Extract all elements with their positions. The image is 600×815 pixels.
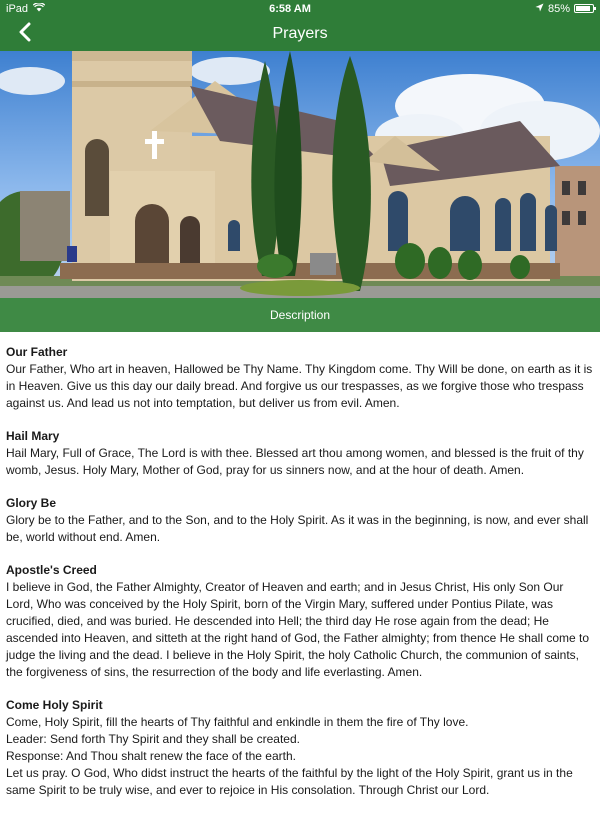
location-arrow-icon <box>535 3 544 15</box>
prayer-title: Our Father <box>6 345 68 359</box>
prayer-line: Leader: Send forth Thy Spirit and they shall be created. <box>6 732 300 746</box>
prayer-section <box>6 428 594 479</box>
prayer-line: Response: And Thou shalt renew the face of the earth. <box>6 749 296 763</box>
prayer-title: Glory Be <box>6 496 57 510</box>
prayer-line: Hail Mary, Full of Grace, The Lord is with thee. Blessed art thou among women, and blessed is the fruit of thy womb, Jesus. Holy Mary, Mother of God, pray for us sinners now, and at the hour of death. Amen. <box>6 446 584 477</box>
prayer-text <box>6 445 594 479</box>
prayer-section <box>6 495 594 546</box>
prayer-text <box>6 714 594 799</box>
prayer-line: Let us pray. O God, Who didst instruct the hearts of the faithful by the light of the Holy Spirit, grant us in the same Spirit to be truly wise, and ever to rejoice in His consolation. Through Christ our Lord. <box>6 766 573 797</box>
prayer-list <box>6 344 594 815</box>
page-title: Prayers <box>272 25 328 42</box>
prayer-text <box>6 361 594 412</box>
prayer-title: Apostle's Creed <box>6 563 97 577</box>
prayer-title: Come Holy Spirit <box>6 698 103 712</box>
prayer-section <box>6 697 594 799</box>
prayer-line: I believe in God, the Father Almighty, Creator of Heaven and earth; and in Jesus Christ, His only Son Our Lord, Who was conceived by the Holy Spirit, born of the Virgin Mary, suffered under Pontius Pilate, was crucified, died, and was buried. He descended into Hell; the third day He rose again from the dead; He ascended into Heaven, and sitteth at the right hand of God, the Father almighty; from thence He shall come to judge the living and the dead. I believe in the Holy Spirit, the holy Catholic Church, the communion of saints, the forgiveness of sins, the resurrection of the body and life everlasting. Amen. <box>6 580 590 679</box>
prayer-section <box>6 344 594 412</box>
description-tab[interactable] <box>0 298 600 332</box>
device-name: iPad <box>6 2 29 15</box>
prayer-title: Hail Mary <box>6 429 60 443</box>
prayer-text <box>6 512 594 546</box>
battery-level <box>576 6 590 11</box>
prayer-section <box>6 562 594 681</box>
battery-percent: 85% <box>547 2 570 15</box>
description-tab-label: Description <box>269 308 331 322</box>
nav-bar <box>0 17 600 51</box>
prayer-line: Glory be to the Father, and to the Son, and to the Holy Spirit. As it was in the beginning, is now, and ever shall be, world without end. Amen. <box>6 513 589 544</box>
chevron-left-icon <box>18 22 32 47</box>
prayer-line: Come, Holy Spirit, fill the hearts of Thy faithful and enkindle in them the fire of Thy love. <box>6 715 469 729</box>
battery-icon <box>574 4 594 13</box>
back-button[interactable] <box>12 21 38 47</box>
wifi-icon <box>33 3 45 15</box>
prayer-text <box>6 579 594 681</box>
status-bar <box>0 0 600 17</box>
prayer-line: Our Father, Who art in heaven, Hallowed be Thy Name. Thy Kingdom come. Thy Will be done, on earth as it is in Heaven. Give us this day our daily bread. And forgive us our trespasses, as we forgive those who trespass against us. And lead us not into temptation, but deliver us from evil. Amen. <box>6 362 593 410</box>
status-time: 6:58 AM <box>269 2 311 15</box>
church-photo <box>0 51 600 298</box>
